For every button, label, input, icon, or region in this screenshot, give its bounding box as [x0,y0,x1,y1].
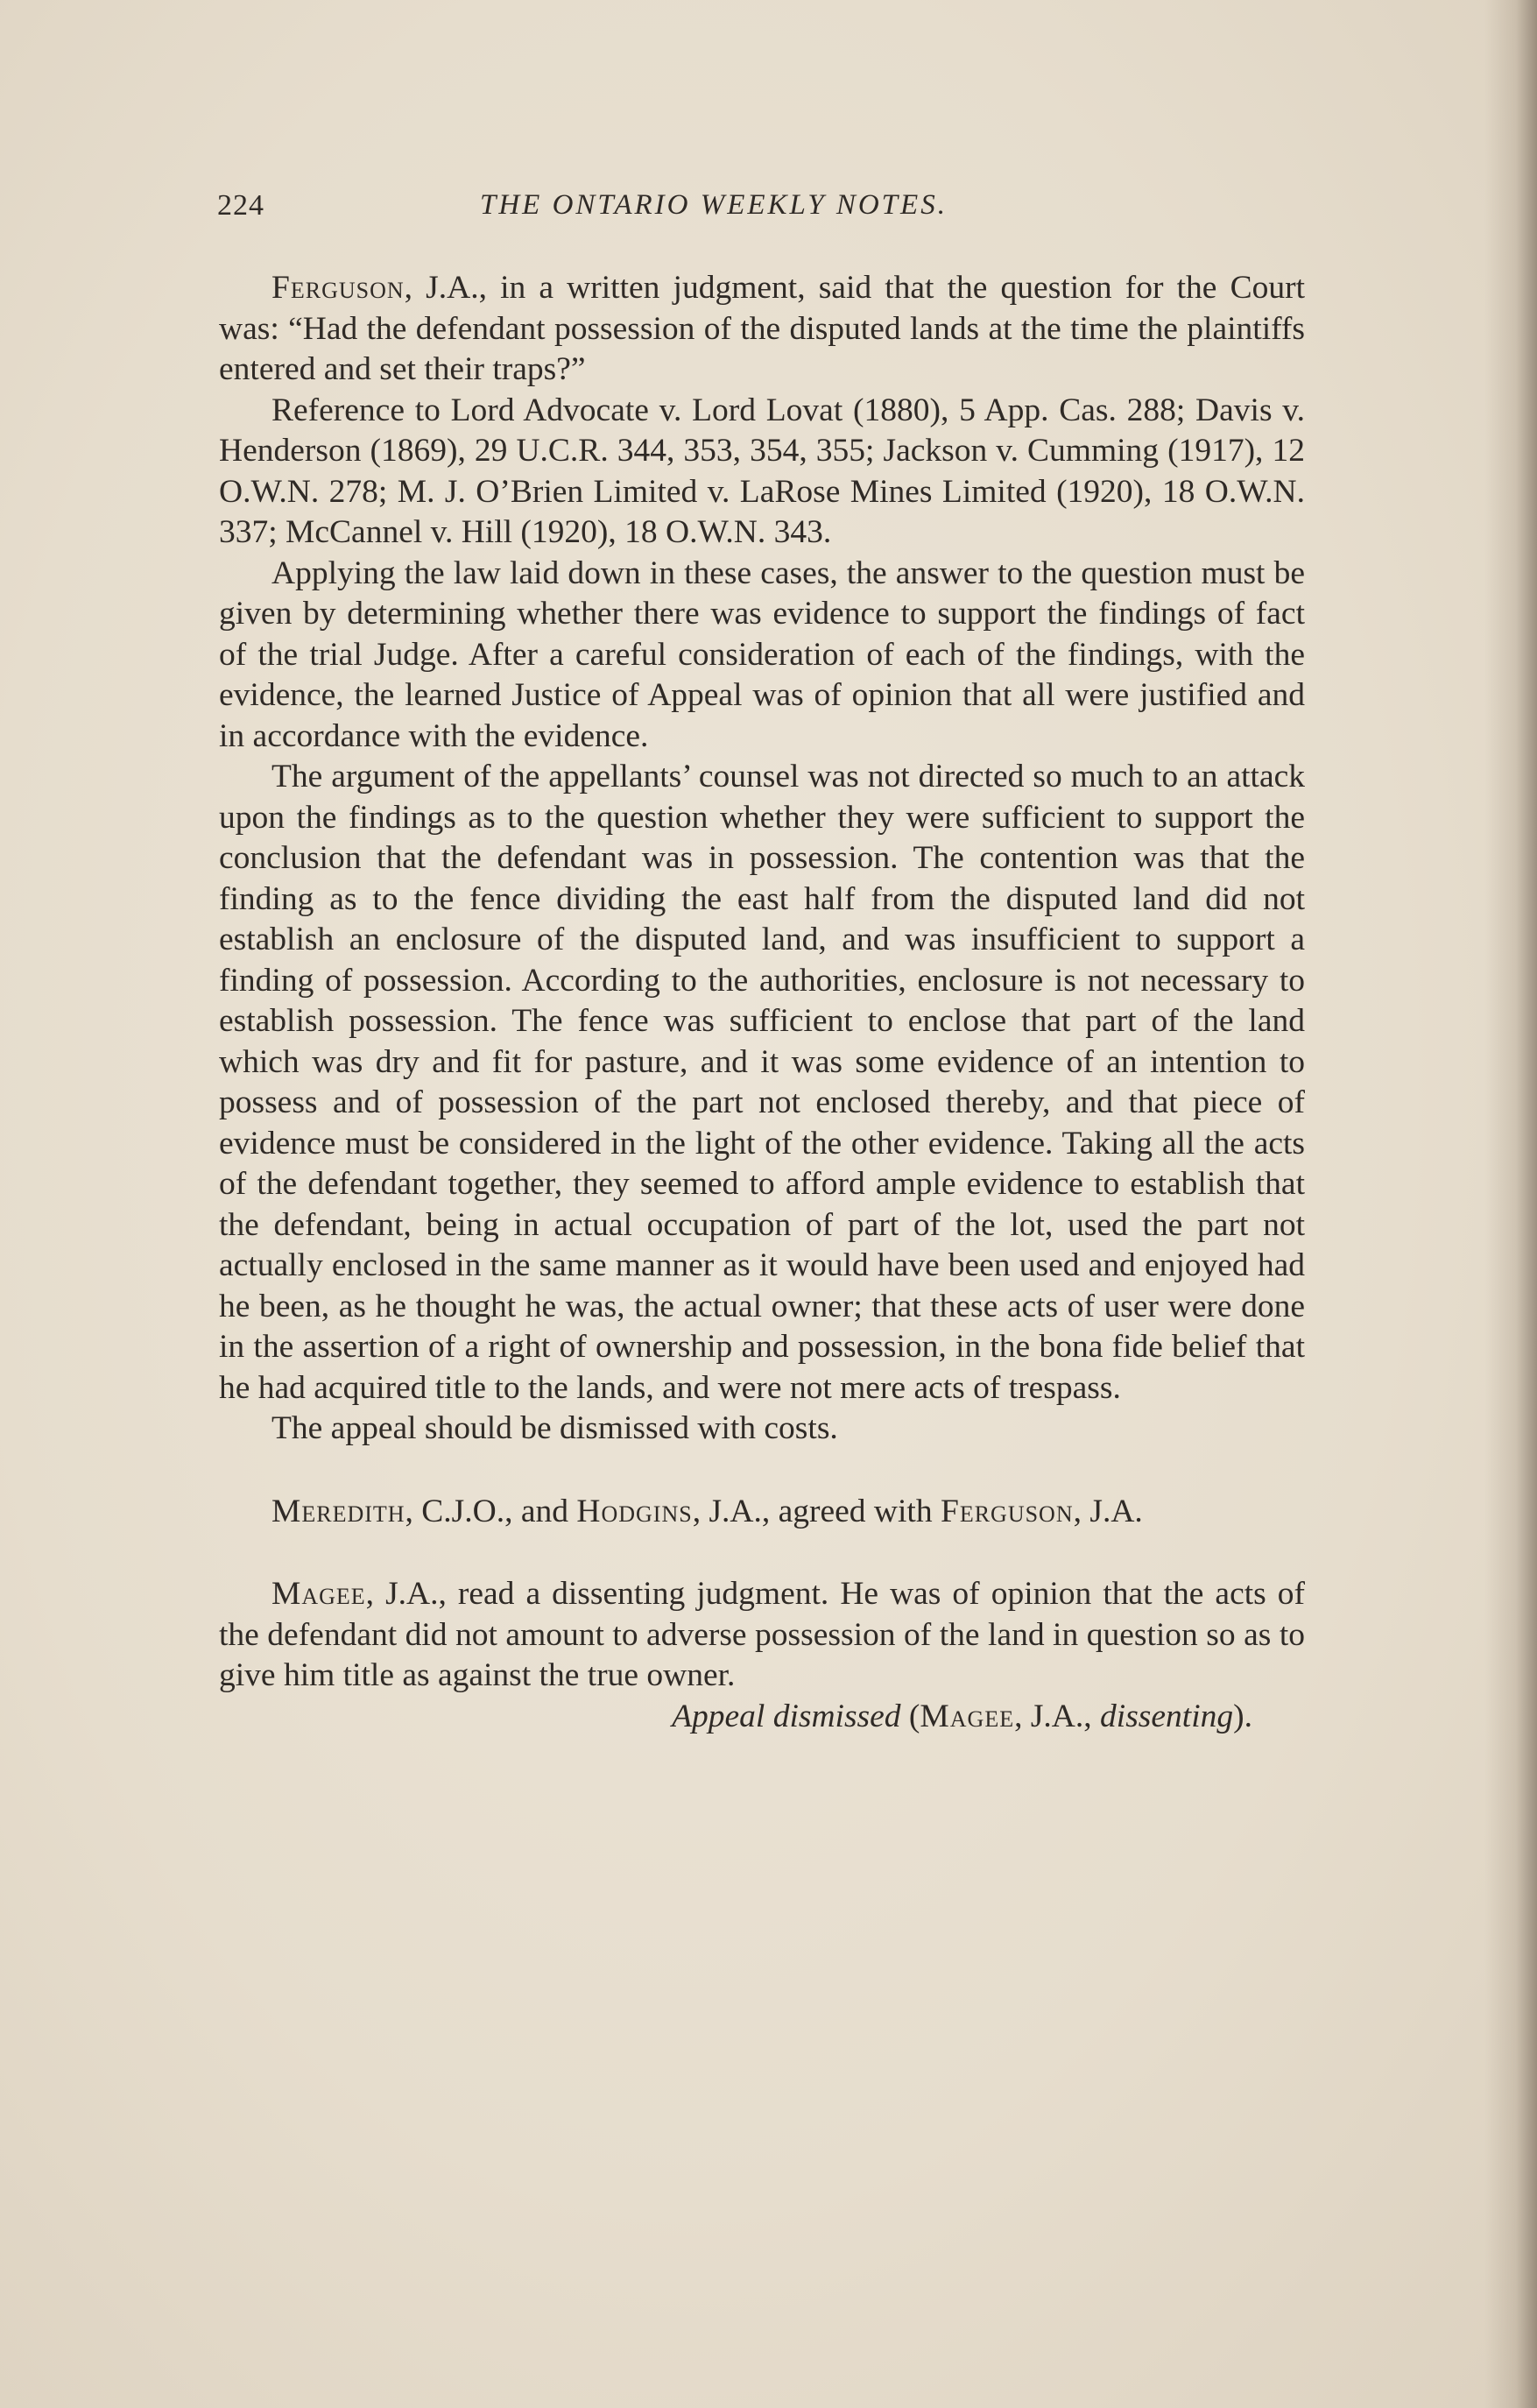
paragraph-applying-law: Applying the law laid down in these cases, the answer to the question must be given by determining whether there was evidence to support the findings of fact of the trial Judge. After a careful consideration of each of the findings, with the evidence, the learned Justice of Appeal was of opinion that all were justified and in accordance with the evidence. [219,554,1305,754]
judge-name: Hodgins [576,1493,693,1529]
page-edge-shadow [1484,0,1537,2408]
paragraph-dissent [219,1574,1305,1697]
paragraph-references: Reference to Lord Advocate v. Lord Lovat (1880), 5 App. Cas. 288; Davis v. Henderson (1869), 29 U.C.R. 344, 353, 354, 355; Jackson v. Cumming (1917), 12 O.W.N. 278; M. J. O’Brien Limited v. LaRose Mines Limited (1920), 18 O.W.N. 337; McCannel v. Hill (1920), 18 O.W.N. 343. [219,392,1305,550]
judge-name: Ferguson [271,270,405,306]
paragraph-appeal-dismissed: The appeal should be dismissed with costs. [271,1410,838,1446]
concurrence-text: , J.A. [1073,1493,1143,1529]
judgment-body [219,268,1305,1737]
judge-name: Meredith [271,1493,405,1529]
disposition-text: , J.A., [1014,1698,1101,1734]
paragraph-argument: The argument of the appellants’ counsel was not directed so much to an attack upon the findings as to the question whether they were sufficient to support the conclusion that the defendant was in possession. The contention was that the finding as to the fence dividing the east half from the disputed land did not establish an enclosure of the disputed land, and was insufficient to support a finding of possession. According to the authorities, enclosure is not necessary to establish possession. The fence was sufficient to enclose that part of the land which was dry and fit for pasture, and it was some evidence of an intention to possess and of possession of the part not enclosed thereby, and that piece of evidence must be considered in the light of the other evidence. Taking all the acts of the defendant together, they seemed to afford ample evidence to establish that the defendant, being in actual occupation of part of the lot, used the part not actually enclosed in the same manner as it would have been used and enjoyed had he been, as he thought he was, the actual owner; that these acts of user were done in the assertion of a right of ownership and possession, in the bona fide belief that he had acquired title to the lands, and were not mere acts of trespass. [219,759,1305,1406]
paragraph-text: , J.A., in a written judgment, said that the question for the Court was: “Had the defendant possession of the disputed lands at the time the plaintiffs entered and set their traps?” [219,270,1305,387]
spacer [219,1450,1305,1492]
disposition-text: ( [900,1698,920,1734]
page-header [217,184,1312,237]
judge-name: Magee [920,1698,1015,1734]
paragraph-text: , J.A., read a dissenting judgment. He was of opinion that the acts of the defendant did not amount to adverse possession of the land in question so as to give him title as against the true owner. [219,1576,1305,1693]
paragraph-concurrence [219,1492,1305,1533]
concurrence-text: , J.A., agreed with [692,1493,941,1529]
spacer [219,1532,1305,1574]
concurrence-text: , C.J.O., and [405,1493,577,1529]
judge-name: Magee [271,1576,366,1612]
paragraph-ferguson-opening [219,268,1305,391]
disposition-note: dissenting [1100,1698,1234,1734]
judge-name: Ferguson [940,1493,1074,1529]
disposition-text: ). [1233,1698,1252,1734]
disposition-result: Appeal dismissed [672,1698,901,1734]
case-disposition [219,1697,1305,1738]
running-title: THE ONTARIO WEEKLY NOTES. [480,189,948,221]
page-number: 224 [217,189,264,222]
